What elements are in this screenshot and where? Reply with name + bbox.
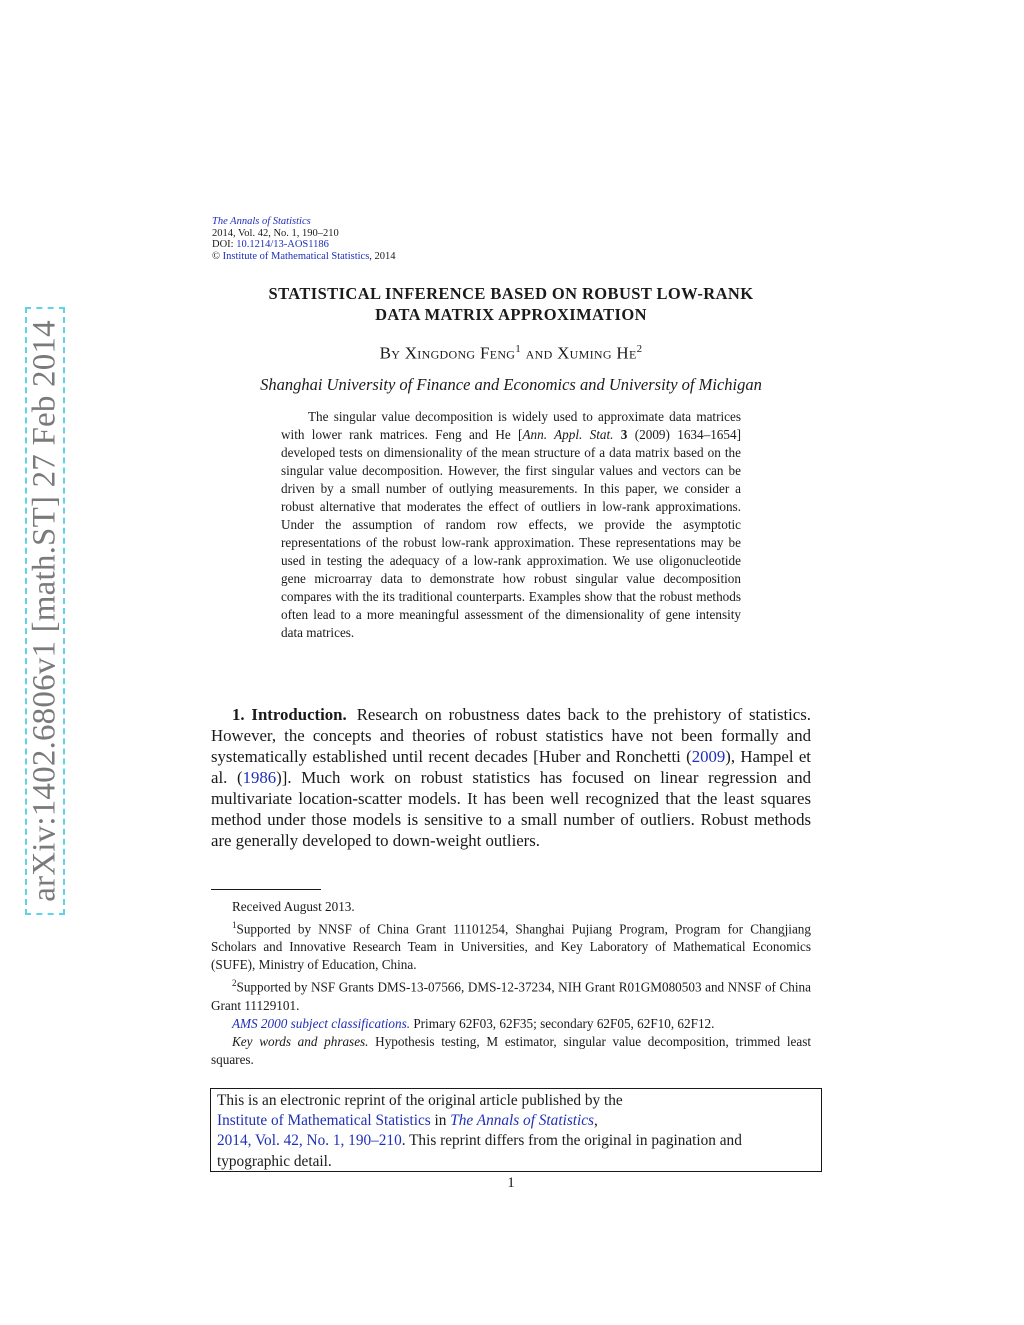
copyright-line bbox=[212, 251, 396, 263]
journal-name-link[interactable]: The Annals of Statistics bbox=[212, 216, 311, 227]
ams-classifications bbox=[211, 1015, 811, 1033]
reprint-in: in bbox=[430, 1112, 451, 1130]
copyright-symbol: © bbox=[212, 250, 220, 262]
reprint-journal-link[interactable]: The Annals of Statistics bbox=[450, 1112, 595, 1130]
reprint-comma: , bbox=[594, 1112, 598, 1130]
author-1: Xingdong Feng bbox=[404, 343, 516, 363]
footnotes bbox=[211, 898, 811, 1069]
citation-link-2009[interactable]: 2009 bbox=[691, 747, 726, 766]
authors-and: and bbox=[521, 343, 558, 363]
arxiv-id: arXiv:1402.6806v1 [math.ST] 27 Feb 2014 bbox=[26, 320, 63, 902]
ams-classifications-text: Primary 62F03, 62F35; secondary 62F05, 62F10, 62F12. bbox=[410, 1015, 715, 1031]
authors bbox=[212, 343, 810, 364]
introduction-heading: 1. Introduction. bbox=[232, 705, 347, 724]
footnote-1-mark: 1 bbox=[232, 920, 237, 930]
paper-title bbox=[212, 283, 810, 325]
page-number: 1 bbox=[507, 1175, 515, 1191]
abstract-part-2: (2009) 1634–1654] developed tests on dimensionality of the mean structure of a data matrix based on the singular value decomposition. However, the first singular values and vectors can be driven by a small number of outlying measurements. In this paper, we consider a robust alternative that moderates the effect of outliers in low-rank approximations. Under the assumption of random row effects, we provide the asymptotic representations of the robust low-rank approximation. These representations may be used in testing the adequacy of a low-rank approximation. We use oligonucleotide gene microarray data to demonstrate how robust singular value decomposition compares with the its traditional counterparts. Examples show that the robust methods often lead to a more meaningful assessment of the dimensionality of gene intensity data matrices. bbox=[281, 427, 741, 640]
intro-text-2: ), Hampel et al. ( bbox=[211, 747, 811, 787]
arxiv-stamp bbox=[25, 307, 65, 915]
title-line-2: DATA MATRIX APPROXIMATION bbox=[375, 305, 647, 324]
doi-line bbox=[212, 239, 396, 251]
reprint-text-2: . This reprint differs from the original in pagination and typographic detail. bbox=[217, 1132, 742, 1170]
abstract-ref-journal: Ann. Appl. Stat. bbox=[522, 427, 614, 442]
copyright-holder-link[interactable]: Institute of Mathematical Statistics bbox=[222, 250, 370, 262]
intro-text-3: )]. Much work on robust statistics has focused on linear regression and multivariate location-scatter models. It has been well recognized that the least squares method under those models is sensitive to a small number of outliers. Robust methods are generally developed to down-weight outliers. bbox=[211, 768, 812, 850]
keywords-label: Key words and phrases. bbox=[232, 1033, 369, 1049]
author-2-footnote-mark: 2 bbox=[636, 343, 643, 355]
journal-info bbox=[212, 216, 396, 262]
footnote-1 bbox=[211, 916, 811, 974]
authors-by: By bbox=[379, 343, 405, 363]
author-2: Xuming He bbox=[557, 343, 637, 363]
footnote-2-mark: 2 bbox=[232, 978, 237, 989]
title-line-1: STATISTICAL INFERENCE BASED ON ROBUST LOW-RANK bbox=[268, 284, 754, 303]
abstract-ref-volume: 3 bbox=[613, 427, 628, 442]
reprint-institute-link[interactable]: Institute of Mathematical Statistics bbox=[217, 1112, 431, 1130]
ams-classifications-link[interactable]: AMS 2000 subject classifications. bbox=[232, 1015, 411, 1031]
affiliation: Shanghai University of Finance and Economics and University of Michigan bbox=[260, 375, 762, 394]
reprint-volume-link[interactable]: 2014, Vol. 42, No. 1, 190–210 bbox=[217, 1132, 402, 1150]
keywords bbox=[211, 1033, 811, 1069]
footnote-2-text: Supported by NSF Grants DMS-13-07566, DMS-12-37234, NIH Grant R01GM080503 and NNSF of China Grant 11129101. bbox=[211, 979, 811, 1013]
footnote-rule bbox=[211, 889, 321, 890]
footnote-1-text: Supported by NNSF of China Grant 11101254, Shanghai Pujiang Program, Program for Changjiang Scholars and Innovative Research Team in Universities, and Key Laboratory of Mathematical Economics (SUFE), Ministry of Education, China. bbox=[211, 921, 811, 973]
journal-volume-line: 2014, Vol. 42, No. 1, 190–210 bbox=[212, 227, 339, 239]
intro-text-1: Research on robustness dates back to the prehistory of statistics. However, the concepts and theories of robust statistics have not been formally and systematically established until recent decades [Huber and Ronchetti ( bbox=[211, 705, 811, 766]
author-1-footnote-mark: 1 bbox=[515, 343, 522, 355]
abstract bbox=[281, 408, 741, 642]
doi-label: DOI: bbox=[212, 239, 237, 251]
citation-link-1986[interactable]: 1986 bbox=[242, 768, 277, 787]
reprint-text-1: This is an electronic reprint of the original article published by the bbox=[217, 1092, 623, 1109]
doi-link[interactable]: 10.1214/13-AOS1186 bbox=[236, 239, 329, 251]
copyright-year: , 2014 bbox=[369, 250, 396, 262]
abstract-part-1: The singular value decomposition is widely used to approximate data matrices with lower rank matrices. Feng and He [ bbox=[281, 409, 741, 442]
footnote-2 bbox=[211, 974, 811, 1014]
reprint-notice-box bbox=[210, 1088, 822, 1172]
keywords-text: Hypothesis testing, M estimator, singular value decomposition, trimmed least squares. bbox=[211, 1033, 812, 1067]
received-date: Received August 2013. bbox=[232, 899, 355, 914]
introduction-section bbox=[211, 704, 811, 851]
